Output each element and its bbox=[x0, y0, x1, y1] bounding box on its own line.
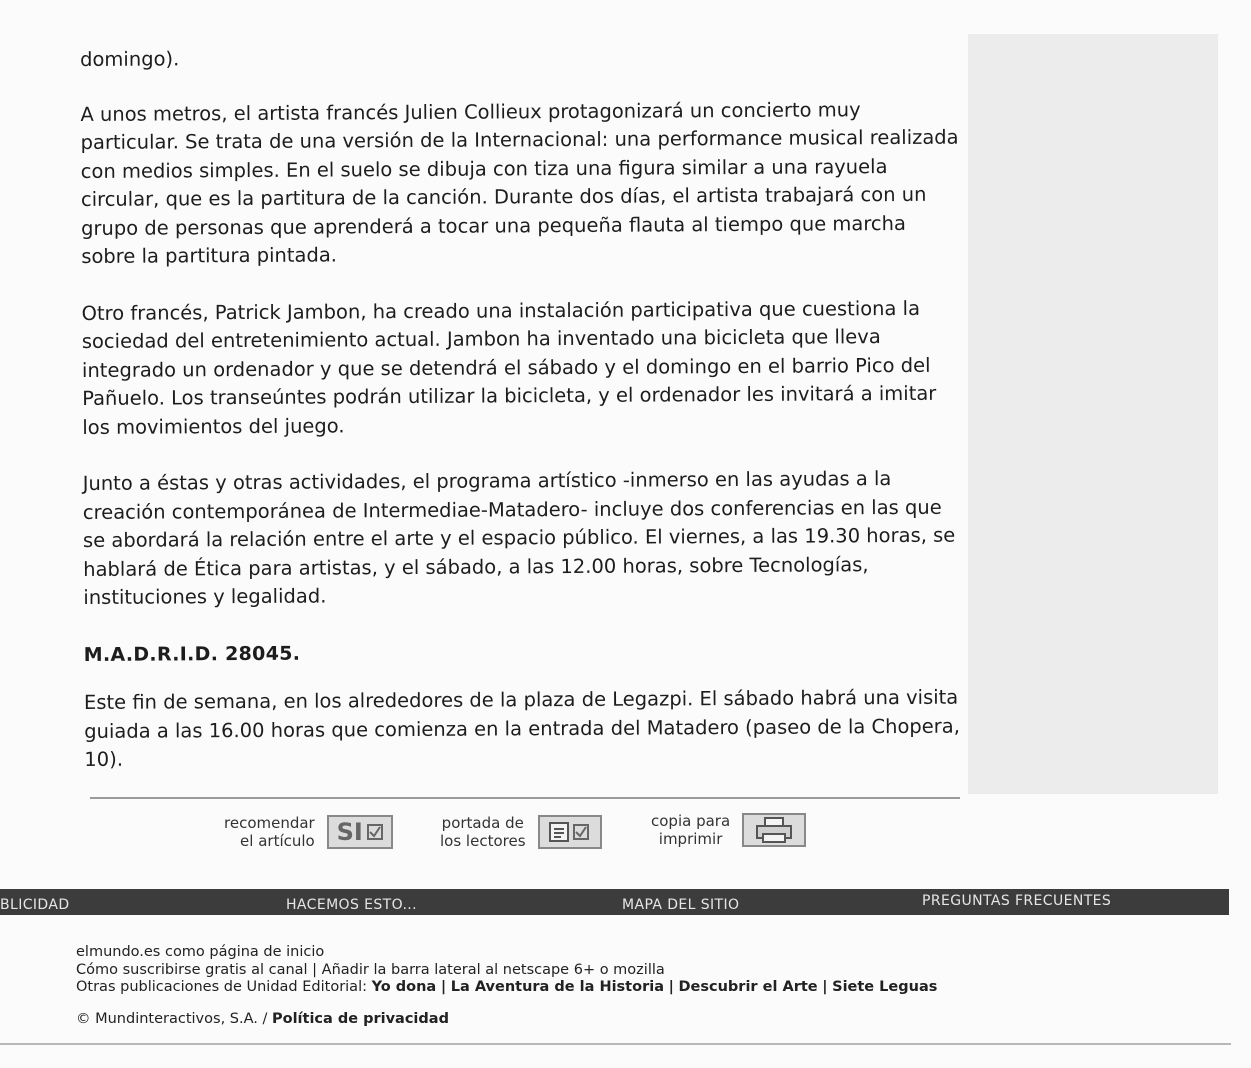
right-sidebar-column bbox=[968, 34, 1218, 794]
article-divider bbox=[90, 797, 960, 799]
article-tools bbox=[0, 814, 1251, 864]
readers-frontpage-button[interactable] bbox=[440, 814, 602, 850]
article-paragraph: domingo). bbox=[80, 47, 180, 71]
printer-icon[interactable] bbox=[742, 813, 806, 847]
other-publications-label: Otras publicaciones de Unidad Editorial: bbox=[76, 979, 367, 995]
subscribe-link[interactable]: Cómo suscribirse gratis al canal bbox=[76, 961, 308, 978]
section-heading: M.A.D.R.I.D. 28045. bbox=[83, 642, 301, 666]
document-checkbox-icon[interactable] bbox=[538, 815, 602, 849]
bottom-divider bbox=[0, 1043, 1231, 1045]
homepage-link[interactable]: elmundo.es como página de inicio bbox=[76, 944, 325, 960]
article-paragraph: A unos metros, el artista francés Julien Collieux protagonizará un concierto muy particular. Se trata de una versión de la Internacional: una performance musical realizada con medios simples. En el suelo se dibuja con tiza una figura similar a una rayuela circular, que es la partitura de la canción. Durante dos días, el artista trabajará con un grupo de personas que aprenderá a tocar una pequeña flauta al tiempo que marcha sobre la partitura pintada. bbox=[80, 97, 959, 268]
print-label-line1: copia para bbox=[651, 812, 731, 830]
footer-nav-bar bbox=[0, 889, 1229, 915]
readers-label-line1: portada de bbox=[441, 814, 524, 832]
page-footer: elmundo.es como página de inicio Cómo suscribirse gratis al canal | Añadir la barra lateral al netscape 6+ o mozilla Otras publicaciones de Unidad Editorial: Yo dona | La Aventura de la Historia | Descubrir el Arte | Siete Leguas © Mundinteractivos, S.A. / Política de privacidad bbox=[76, 944, 938, 1027]
print-copy-button[interactable] bbox=[651, 812, 806, 848]
sidebar-link[interactable]: Añadir la barra lateral al netscape 6+ o mozilla bbox=[321, 961, 665, 978]
article-paragraph: Otro francés, Patrick Jambon, ha creado una instalación participativa que cuestiona la sociedad del entretenimiento actual. Jambon ha inventado una bicicleta que lleva integrado un ordenador y que se detendrá el sábado y el domingo en el barrio Pico del Pañuelo. Los transeúntes podrán utilizar la bicicleta, y el ordenador les invitará a imitar los movimientos del juego. bbox=[81, 296, 937, 439]
recommend-article-button[interactable] bbox=[224, 814, 393, 850]
privacy-policy-link[interactable]: Política de privacidad bbox=[271, 1010, 449, 1027]
article-body bbox=[80, 41, 965, 803]
recommend-label-line2: el artículo bbox=[240, 832, 315, 850]
recommend-label-line1: recomendar bbox=[224, 814, 315, 832]
print-label-line2: imprimir bbox=[658, 830, 723, 848]
publication-link-yo-dona[interactable]: Yo dona bbox=[371, 979, 437, 995]
readers-label-line2: los lectores bbox=[440, 832, 526, 850]
publication-link-descubrir-arte[interactable]: Descubrir el Arte bbox=[678, 979, 818, 995]
nav-link-mapa-del-sitio[interactable]: MAPA DEL SITIO bbox=[622, 897, 740, 913]
si-checkbox-icon[interactable]: SI bbox=[327, 815, 393, 849]
nav-link-publicidad[interactable]: BLICIDAD bbox=[0, 897, 70, 913]
article-paragraph: Este fin de semana, en los alrededores de la plaza de Legazpi. El sábado habrá una visita guiada a las 16.00 horas que comienza en la entrada del Matadero (paseo de la Chopera, 10). bbox=[83, 685, 960, 771]
copyright-text: © Mundinteractivos, S.A. / bbox=[76, 1010, 268, 1027]
nav-link-preguntas-frecuentes[interactable]: PREGUNTAS FRECUENTES bbox=[922, 893, 1112, 909]
nav-link-hacemos-esto[interactable]: HACEMOS ESTO... bbox=[286, 897, 418, 913]
publication-link-siete-leguas[interactable]: Siete Leguas bbox=[832, 979, 938, 995]
article-paragraph: Junto a éstas y otras actividades, el programa artístico -inmerso en las ayudas a la creación contemporánea de Intermediae-Matadero- incluye dos conferencias en las que se abordará la relación entre el arte y el espacio público. El viernes, a las 19.30 horas, se hablará de Ética para artistas, y el sábado, a las 12.00 horas, sobre Tecnologías, instituciones y legalidad. bbox=[82, 467, 956, 609]
publication-link-aventura-historia[interactable]: La Aventura de la Historia bbox=[450, 979, 664, 995]
